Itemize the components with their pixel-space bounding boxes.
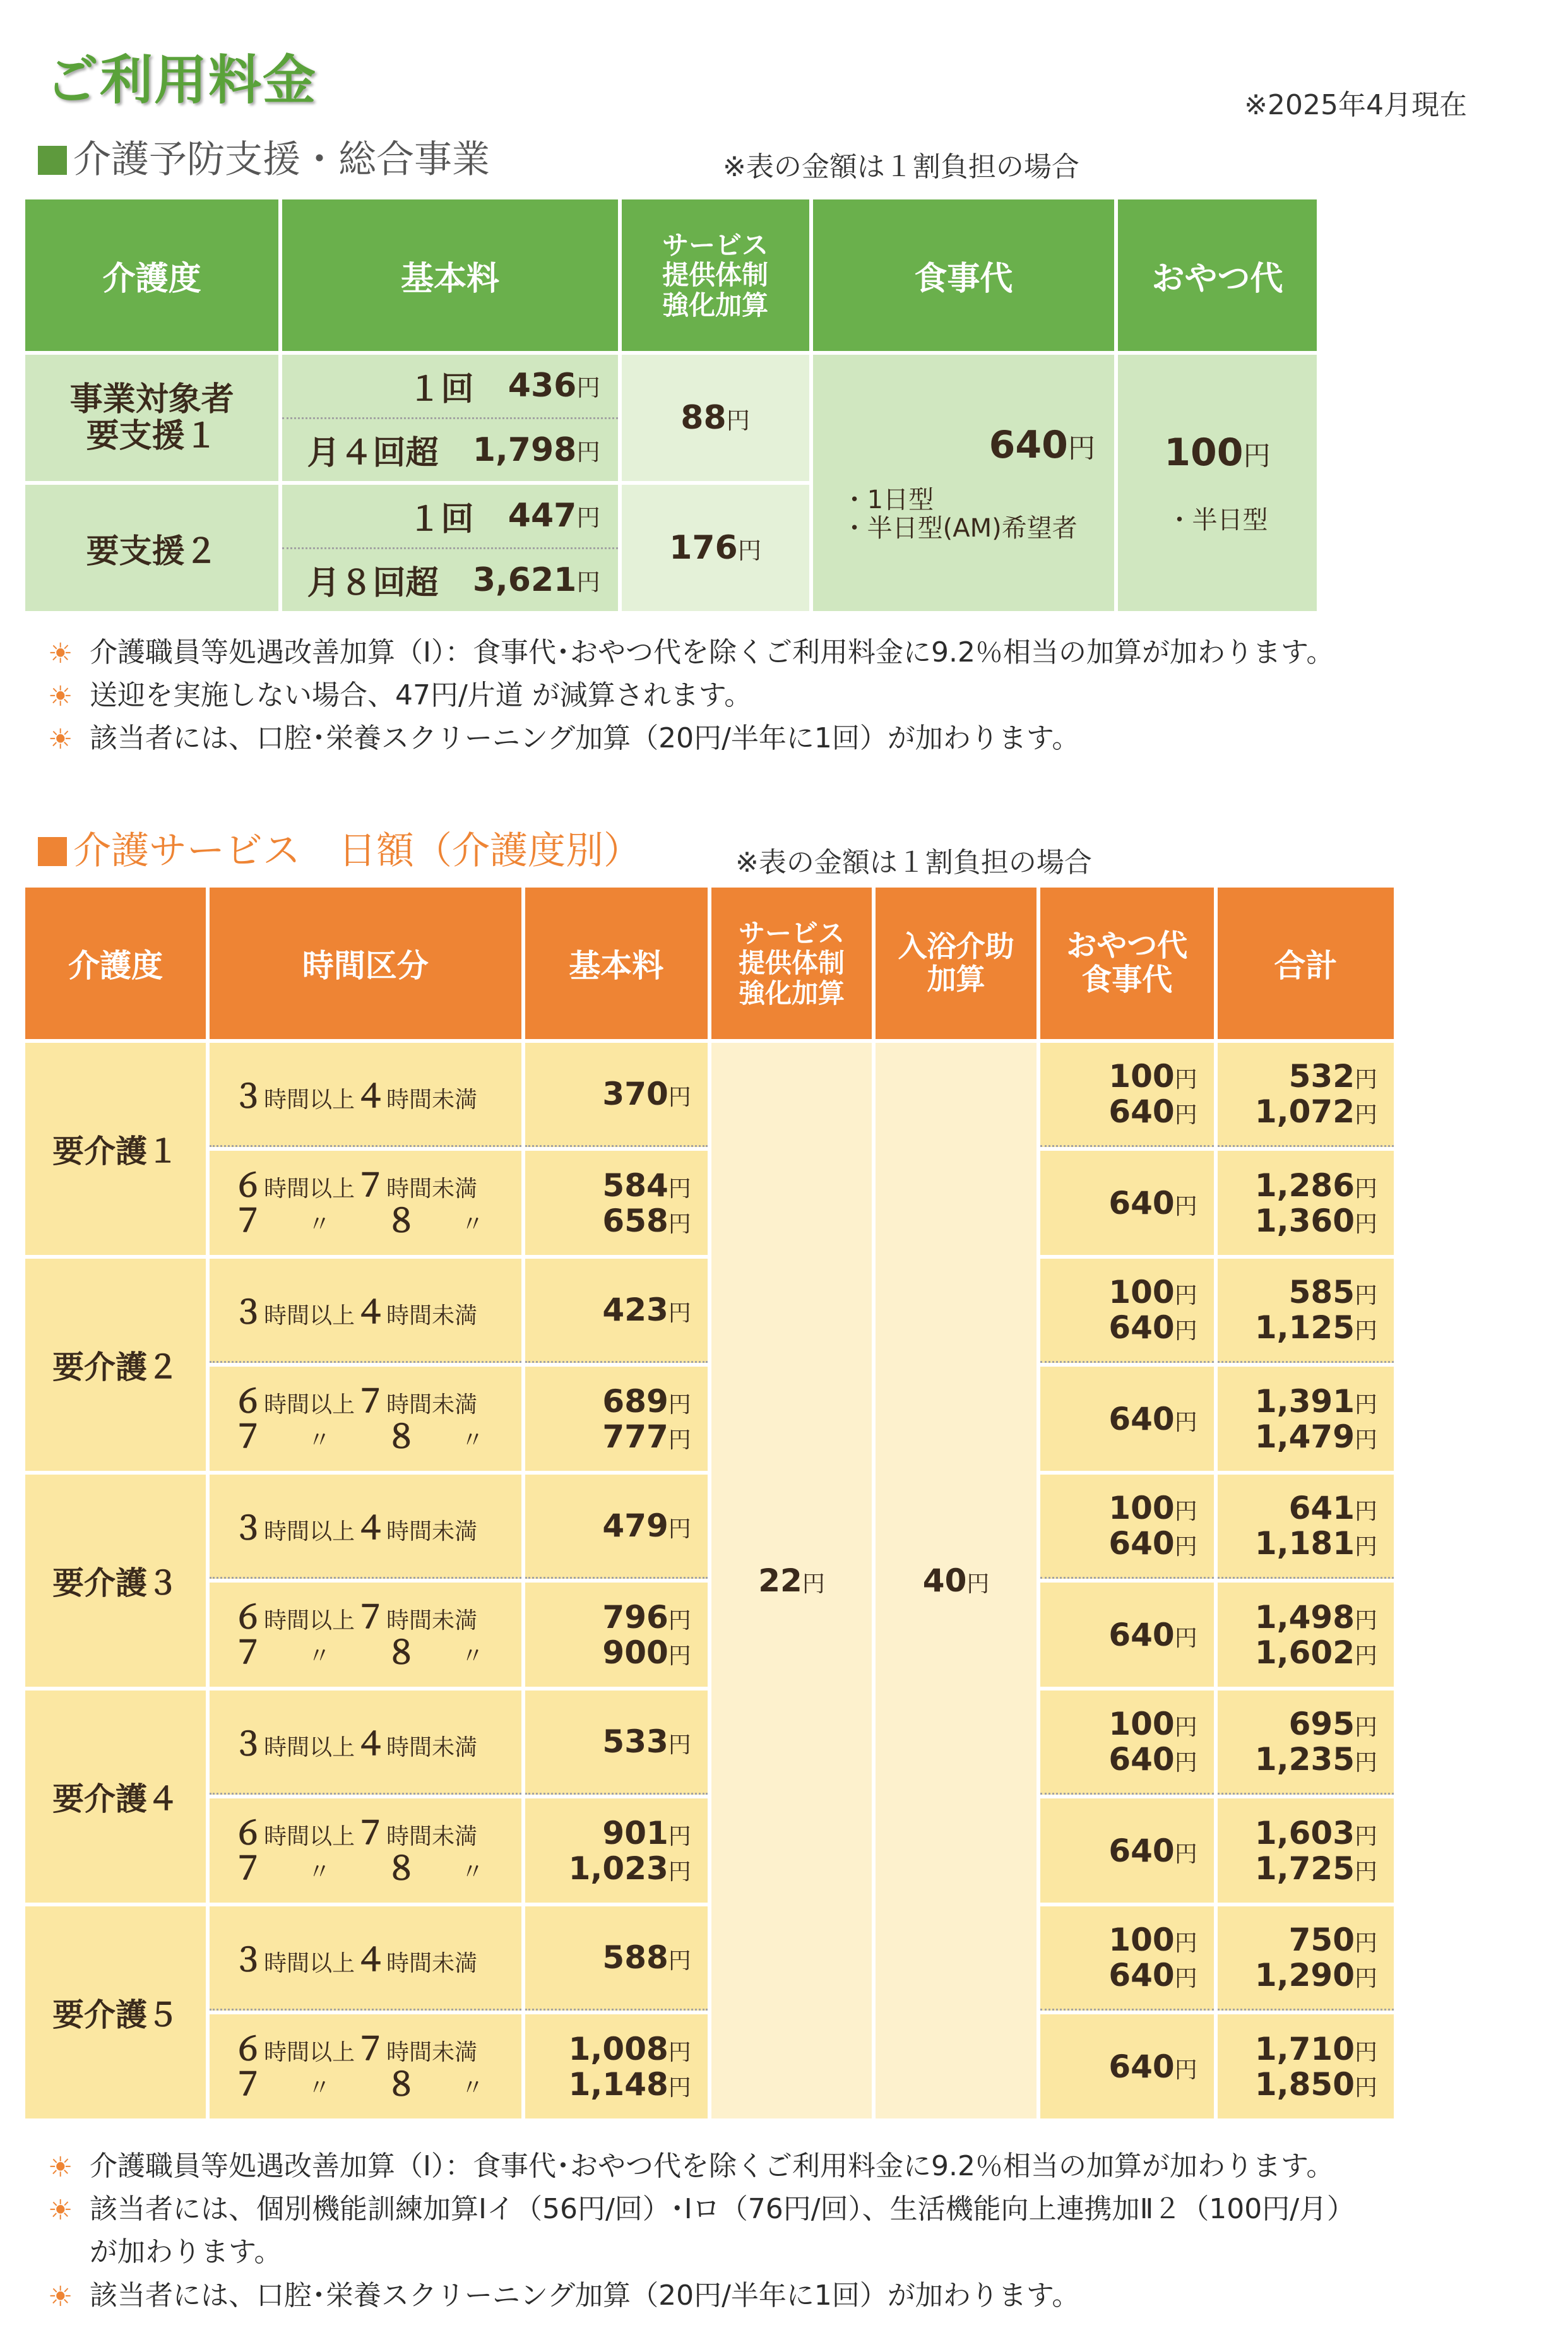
table-row — [25, 1259, 1394, 1363]
time-cell: ３時間以上４時間未満 — [210, 1043, 521, 1147]
snack-cell: 100円 ・半日型 — [1118, 355, 1317, 611]
section2-notes — [48, 2145, 1355, 2317]
total-cell: 1,498円 1,602円 — [1218, 1583, 1394, 1687]
basic-fee-cell: 901円 1,023円 — [525, 1798, 708, 1903]
meal-cell: 640円 — [1040, 1151, 1214, 1255]
note-item: ☀ 介護職員等処遇改善加算（Ⅰ）：食事代･おやつ代を除くご利用料金に9.2％相当の加算が加わります。 — [48, 2145, 1355, 2188]
header-basic: 基本料 — [282, 199, 618, 351]
time-cell: ３時間以上４時間未満 — [210, 1906, 521, 2011]
header-service: サービス 提供体制 強化加算 — [711, 888, 872, 1039]
meal-cell: 640円 ・1日型 ・半日型(AM)希望者 — [813, 355, 1114, 611]
level-cell: 要介護３ — [25, 1475, 206, 1687]
total-cell: 641円 1,181円 — [1218, 1475, 1394, 1579]
sun-icon: ☀ — [48, 2151, 73, 2184]
service-fee-cell: 88円 — [622, 355, 809, 481]
note-item: ☀ 介護職員等処遇改善加算（Ⅰ）：食事代･おやつ代を除くご利用料金に9.2％相当の加算が加わります。 — [48, 631, 1334, 674]
meal-cell: 640円 — [1040, 1583, 1214, 1687]
time-cell: ６時間以上７時間未満 ７ 〃 ８ 〃 — [210, 1583, 521, 1687]
sun-icon: ☀ — [48, 680, 73, 713]
sun-icon: ☀ — [48, 723, 73, 756]
table-row — [25, 1906, 1394, 2011]
sun-icon: ☀ — [48, 638, 73, 670]
total-cell: 1,391円 1,479円 — [1218, 1367, 1394, 1471]
service-fee-cell: 22円 — [711, 1043, 872, 2118]
basic-fee-cell: 1,008円 1,148円 — [525, 2014, 708, 2118]
time-cell: ３時間以上４時間未満 — [210, 1475, 521, 1579]
total-cell: 1,603円 1,725円 — [1218, 1798, 1394, 1903]
meal-cell: 100円 640円 — [1040, 1259, 1214, 1363]
time-cell: ６時間以上７時間未満 ７ 〃 ８ 〃 — [210, 1367, 521, 1471]
meal-cell: 640円 — [1040, 1367, 1214, 1471]
basic-fee-cell: 689円 777円 — [525, 1367, 708, 1471]
total-cell: 1,710円 1,850円 — [1218, 2014, 1394, 2118]
time-cell: ３時間以上４時間未満 — [210, 1259, 521, 1363]
level-cell: 要支援２ — [25, 485, 278, 611]
section1-heading — [38, 129, 490, 184]
note-item: ☀ 該当者には、口腔･栄養スクリーニング加算（20円/半年に1回）が加わります。 — [48, 717, 1334, 760]
time-cell: ６時間以上７時間未満 ７ 〃 ８ 〃 — [210, 1151, 521, 1255]
total-cell: 695円 1,235円 — [1218, 1690, 1394, 1795]
level-cell: 事業対象者 要支援１ — [25, 355, 278, 481]
table-row — [25, 1690, 1394, 1795]
time-cell: ６時間以上７時間未満 ７ 〃 ８ 〃 — [210, 1798, 521, 1903]
basic-fee-cell: 588円 — [525, 1906, 708, 2011]
page-title: ご利用料金 — [45, 49, 318, 111]
header-level: 介護度 — [25, 888, 206, 1039]
basic-fee-cell: 423円 — [525, 1259, 708, 1363]
section2-table — [21, 884, 1398, 2122]
section2-heading-text: 介護サービス 日額（介護度別） — [73, 829, 641, 873]
header-meal: 食事代 — [813, 199, 1114, 351]
table-row — [25, 1583, 1394, 1687]
header-total: 合計 — [1218, 888, 1394, 1039]
meal-cell: 640円 — [1040, 2014, 1214, 2118]
header-snack: おやつ代 — [1118, 199, 1317, 351]
table-row — [25, 1043, 1394, 1147]
section2-note: ※表の金額は１割負担の場合 — [735, 847, 1092, 879]
table-row — [25, 1367, 1394, 1471]
note-item: ☀ 該当者には、口腔･栄養スクリーニング加算（20円/半年に1回）が加わります。 — [48, 2274, 1355, 2317]
table-row — [25, 1151, 1394, 1255]
header-service: サービス 提供体制 強化加算 — [622, 199, 809, 351]
section1-table — [21, 196, 1321, 615]
level-cell: 要介護４ — [25, 1690, 206, 1903]
orange-square-icon — [38, 837, 67, 866]
total-cell: 750円 1,290円 — [1218, 1906, 1394, 2011]
total-cell: 532円 1,072円 — [1218, 1043, 1394, 1147]
bath-fee-cell: 40円 — [876, 1043, 1036, 2118]
table-row — [25, 1798, 1394, 1903]
table-row — [25, 355, 1317, 481]
meal-cell: 640円 — [1040, 1798, 1214, 1903]
meal-cell: 100円 640円 — [1040, 1043, 1214, 1147]
header-level: 介護度 — [25, 199, 278, 351]
basic-fee-cell: １回 436 円 月４回超 1,798 円 — [282, 355, 618, 481]
header-bath: 入浴介助 加算 — [876, 888, 1036, 1039]
green-square-icon — [38, 146, 67, 175]
sun-icon: ☀ — [48, 2280, 73, 2313]
basic-fee-cell: １回 447 円 月８回超 3,621 円 — [282, 485, 618, 611]
sun-icon: ☀ — [48, 2194, 73, 2227]
basic-fee-cell: 479円 — [525, 1475, 708, 1579]
as-of-date: ※2025年4月現在 — [1244, 89, 1467, 121]
table-row — [25, 2014, 1394, 2118]
note-item: ☀ 送迎を実施しない場合、47円/片道 が減算されます。 — [48, 674, 1334, 717]
header-time: 時間区分 — [210, 888, 521, 1039]
section1-note: ※表の金額は１割負担の場合 — [723, 151, 1079, 183]
header-basic: 基本料 — [525, 888, 708, 1039]
meal-cell: 100円 640円 — [1040, 1475, 1214, 1579]
note-item: ☀ 該当者には、個別機能訓練加算Ⅰイ（56円/回）･Ⅰロ（76円/回）、生活機能向上連携加Ⅱ２（100円/月） が加わります。 — [48, 2188, 1355, 2274]
level-cell: 要介護５ — [25, 1906, 206, 2118]
header-meal: おやつ代 食事代 — [1040, 888, 1214, 1039]
total-cell: 585円 1,125円 — [1218, 1259, 1394, 1363]
meal-cell: 100円 640円 — [1040, 1690, 1214, 1795]
total-cell: 1,286円 1,360円 — [1218, 1151, 1394, 1255]
time-cell: ３時間以上４時間未満 — [210, 1690, 521, 1795]
basic-fee-cell: 796円 900円 — [525, 1583, 708, 1687]
level-cell: 要介護２ — [25, 1259, 206, 1471]
service-fee-cell: 176円 — [622, 485, 809, 611]
table-row — [25, 1475, 1394, 1579]
time-cell: ６時間以上７時間未満 ７ 〃 ８ 〃 — [210, 2014, 521, 2118]
basic-fee-cell: 533円 — [525, 1690, 708, 1795]
section1-notes — [48, 631, 1334, 761]
level-cell: 要介護１ — [25, 1043, 206, 1255]
meal-cell: 100円 640円 — [1040, 1906, 1214, 2011]
section1-heading-text: 介護予防支援・総合事業 — [73, 138, 490, 182]
basic-fee-cell: 370円 — [525, 1043, 708, 1147]
section2-heading — [38, 821, 641, 875]
basic-fee-cell: 584円 658円 — [525, 1151, 708, 1255]
